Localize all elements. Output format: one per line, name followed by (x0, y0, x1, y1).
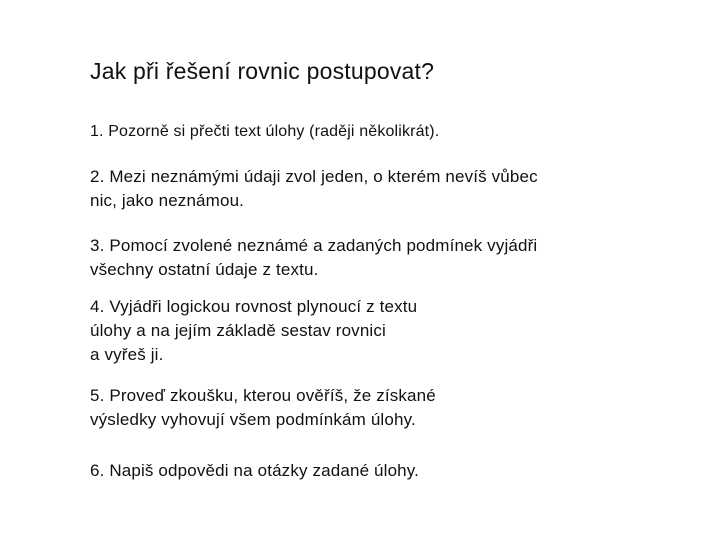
step-5-line-2: výsledky vyhovují všem podmínkám úlohy. (90, 410, 416, 429)
step-6-line-1: 6. Napiš odpovědi na otázky zadané úlohy. (90, 461, 420, 480)
step-3-line-1: 3. Pomocí zvolené neznámé a zadaných podmínek vyjádři (90, 236, 538, 255)
step-3-line-2: všechny ostatní údaje z textu. (90, 260, 319, 279)
step-1 (90, 120, 680, 144)
step-6 (90, 459, 680, 483)
step-5-line-1: 5. Proveď zkoušku, kterou ověříš, že získané (90, 386, 436, 405)
step-4-line-3: a vyřeš ji. (90, 345, 164, 364)
step-2 (90, 165, 680, 213)
slide-title: Jak při řešení rovnic postupovat? (90, 58, 435, 84)
step-3 (90, 234, 680, 282)
step-5 (90, 384, 680, 432)
step-2-line-1: 2. Mezi neznámými údaji zvol jeden, o kterém nevíš vůbec (90, 167, 538, 186)
step-4-line-1: 4. Vyjádři logickou rovnost plynoucí z textu (90, 297, 418, 316)
step-4 (90, 295, 680, 367)
step-1-line-1: 1. Pozorně si přečti text úlohy (raději několikrát). (90, 123, 440, 140)
step-4-line-2: úlohy a na jejím základě sestav rovnici (90, 321, 386, 340)
step-2-line-2: nic, jako neznámou. (90, 191, 245, 210)
